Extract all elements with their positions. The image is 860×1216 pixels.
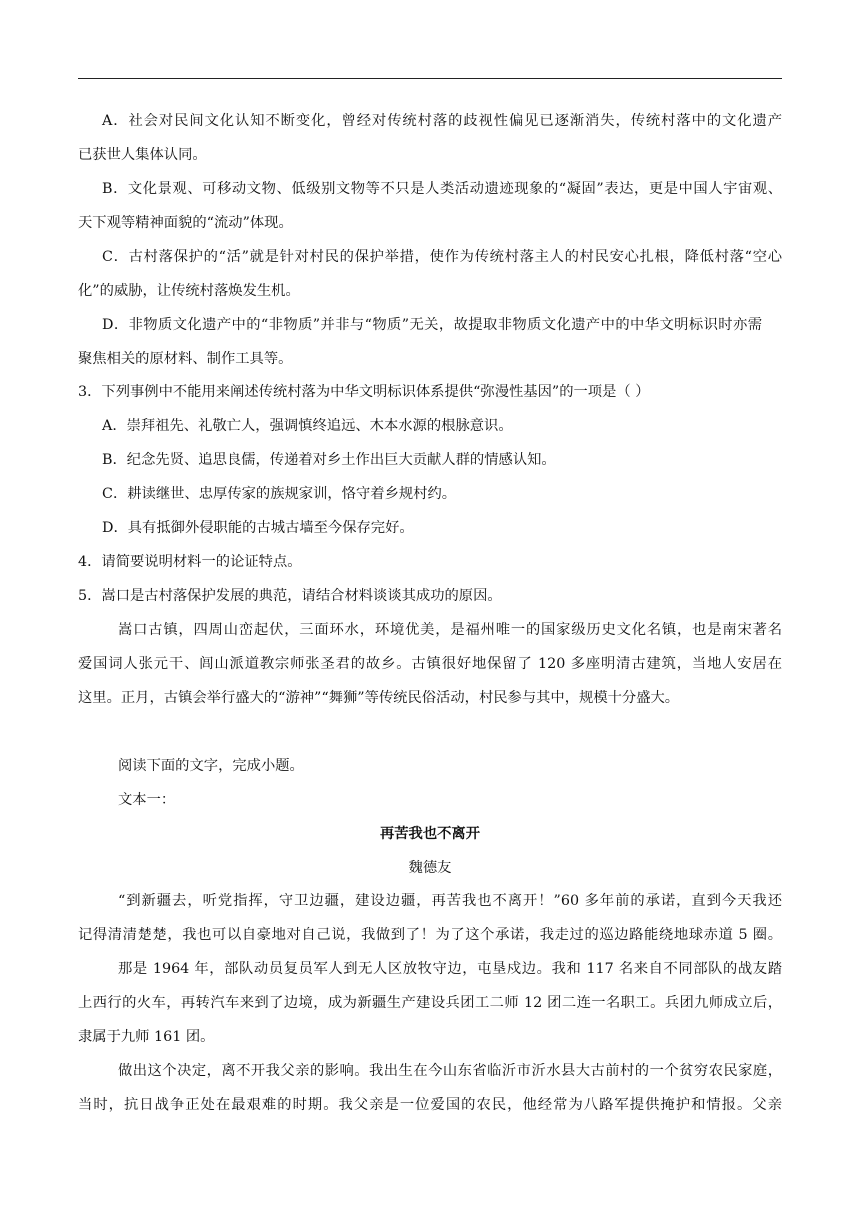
q3-option-b: B．纪念先贤、追思良儒，传递着对乡土作出巨大贡献人群的情感认知。 (102, 452, 556, 468)
para1-line2: 记得清清楚楚，我也可以自豪地对自己说，我做到了！为了这个承诺，我走过的巡边路能绕地球赤道 5 圈。 (78, 927, 782, 943)
q3-option-c: C．耕读继世、忠厚传家的族规家训，恪守着乡规村约。 (102, 486, 457, 502)
para2-line3: 隶属于九师 161 团。 (78, 1029, 215, 1045)
para2-line1: 那是 1964 年，部队动员复员军人到无人区放牧守边，屯垦戍边。我和 117 名来自不同部队的战友踏 (118, 961, 782, 977)
article-author: 魏德友 (408, 860, 452, 876)
q3-stem: 3．下列事例中不能用来阐述传统村落为中华文明标识体系提供“弥漫性基因”的一项是（ ） (78, 384, 650, 400)
q2-option-c-line2: 化”的威胁，让传统村落焕发生机。 (78, 283, 300, 299)
q3-option-a: A．崇拜祖先、礼敬亡人，强调慎终追远、木本水源的根脉意识。 (102, 418, 513, 434)
q4-stem: 4．请简要说明材料一的论证特点。 (78, 554, 302, 570)
para1-line1: “到新疆去，听党指挥，守卫边疆，建设边疆，再苦我也不离开！”60 多年前的承诺，直到今天我还 (118, 893, 782, 909)
article-title: 再苦我也不离开 (379, 826, 481, 842)
q2-option-d-line2: 聚焦相关的原材料、制作工具等。 (78, 351, 293, 367)
q5-stem: 5．嵩口是古村落保护发展的典范，请结合材料谈谈其成功的原因。 (78, 588, 502, 604)
para3-line1: 做出这个决定，离不开我父亲的影响。我出生在今山东省临沂市沂水县大古前村的一个贫穷农民家庭， (118, 1063, 782, 1079)
header-rule (78, 78, 782, 79)
para2-line2: 上西行的火车，再转汽车来到了边境，成为新疆生产建设兵团工二师 12 团二连一名职工。兵团九师成立后， (78, 995, 782, 1011)
q2-option-b-line1: B．文化景观、可移动文物、低级别文物等不只是人类活动遗迹现象的“凝固”表达，更是中国人宇宙观、 (102, 181, 782, 197)
para3-line2: 当时，抗日战争正处在最艰难的时期。我父亲是一位爱国的农民，他经常为八路军提供掩护和情报。父亲 (78, 1097, 782, 1113)
material-line1: 嵩口古镇，四周山峦起伏，三面环水，环境优美，是福州唯一的国家级历史文化名镇，也是南宋著名 (118, 622, 782, 638)
q3-option-d: D．具有抵御外侵职能的古城古墙至今保存完好。 (102, 520, 414, 536)
q2-option-d-line1: D．非物质文化遗产中的“非物质”并非与“物质”无关，故提取非物质文化遗产中的中华文明标识时亦需 (102, 317, 762, 333)
q2-option-b-line2: 天下观等精神面貌的“流动”体现。 (78, 215, 293, 231)
material-line2: 爱国词人张元干、闾山派道教宗师张圣君的故乡。古镇很好地保留了 120 多座明清古建筑，当地人安居在 (78, 656, 782, 672)
q2-option-a-line1: A．社会对民间文化认知不断变化，曾经对传统村落的歧视性偏见已逐渐消失，传统村落中的文化遗产 (102, 113, 782, 129)
q2-option-a-line2: 已获世人集体认同。 (78, 147, 207, 163)
q2-option-c-line1: C．古村落保护的“活”就是针对村民的保护举措，使作为传统村落主人的村民安心扎根，降低村落“空心 (102, 249, 782, 265)
text-label: 文本一： (118, 792, 176, 808)
material-line3: 这里。正月，古镇会举行盛大的“游神”“舞狮”等传统民俗活动，村民参与其中，规模十分盛大。 (78, 690, 680, 706)
reading-intro: 阅读下面的文字，完成小题。 (118, 758, 304, 774)
